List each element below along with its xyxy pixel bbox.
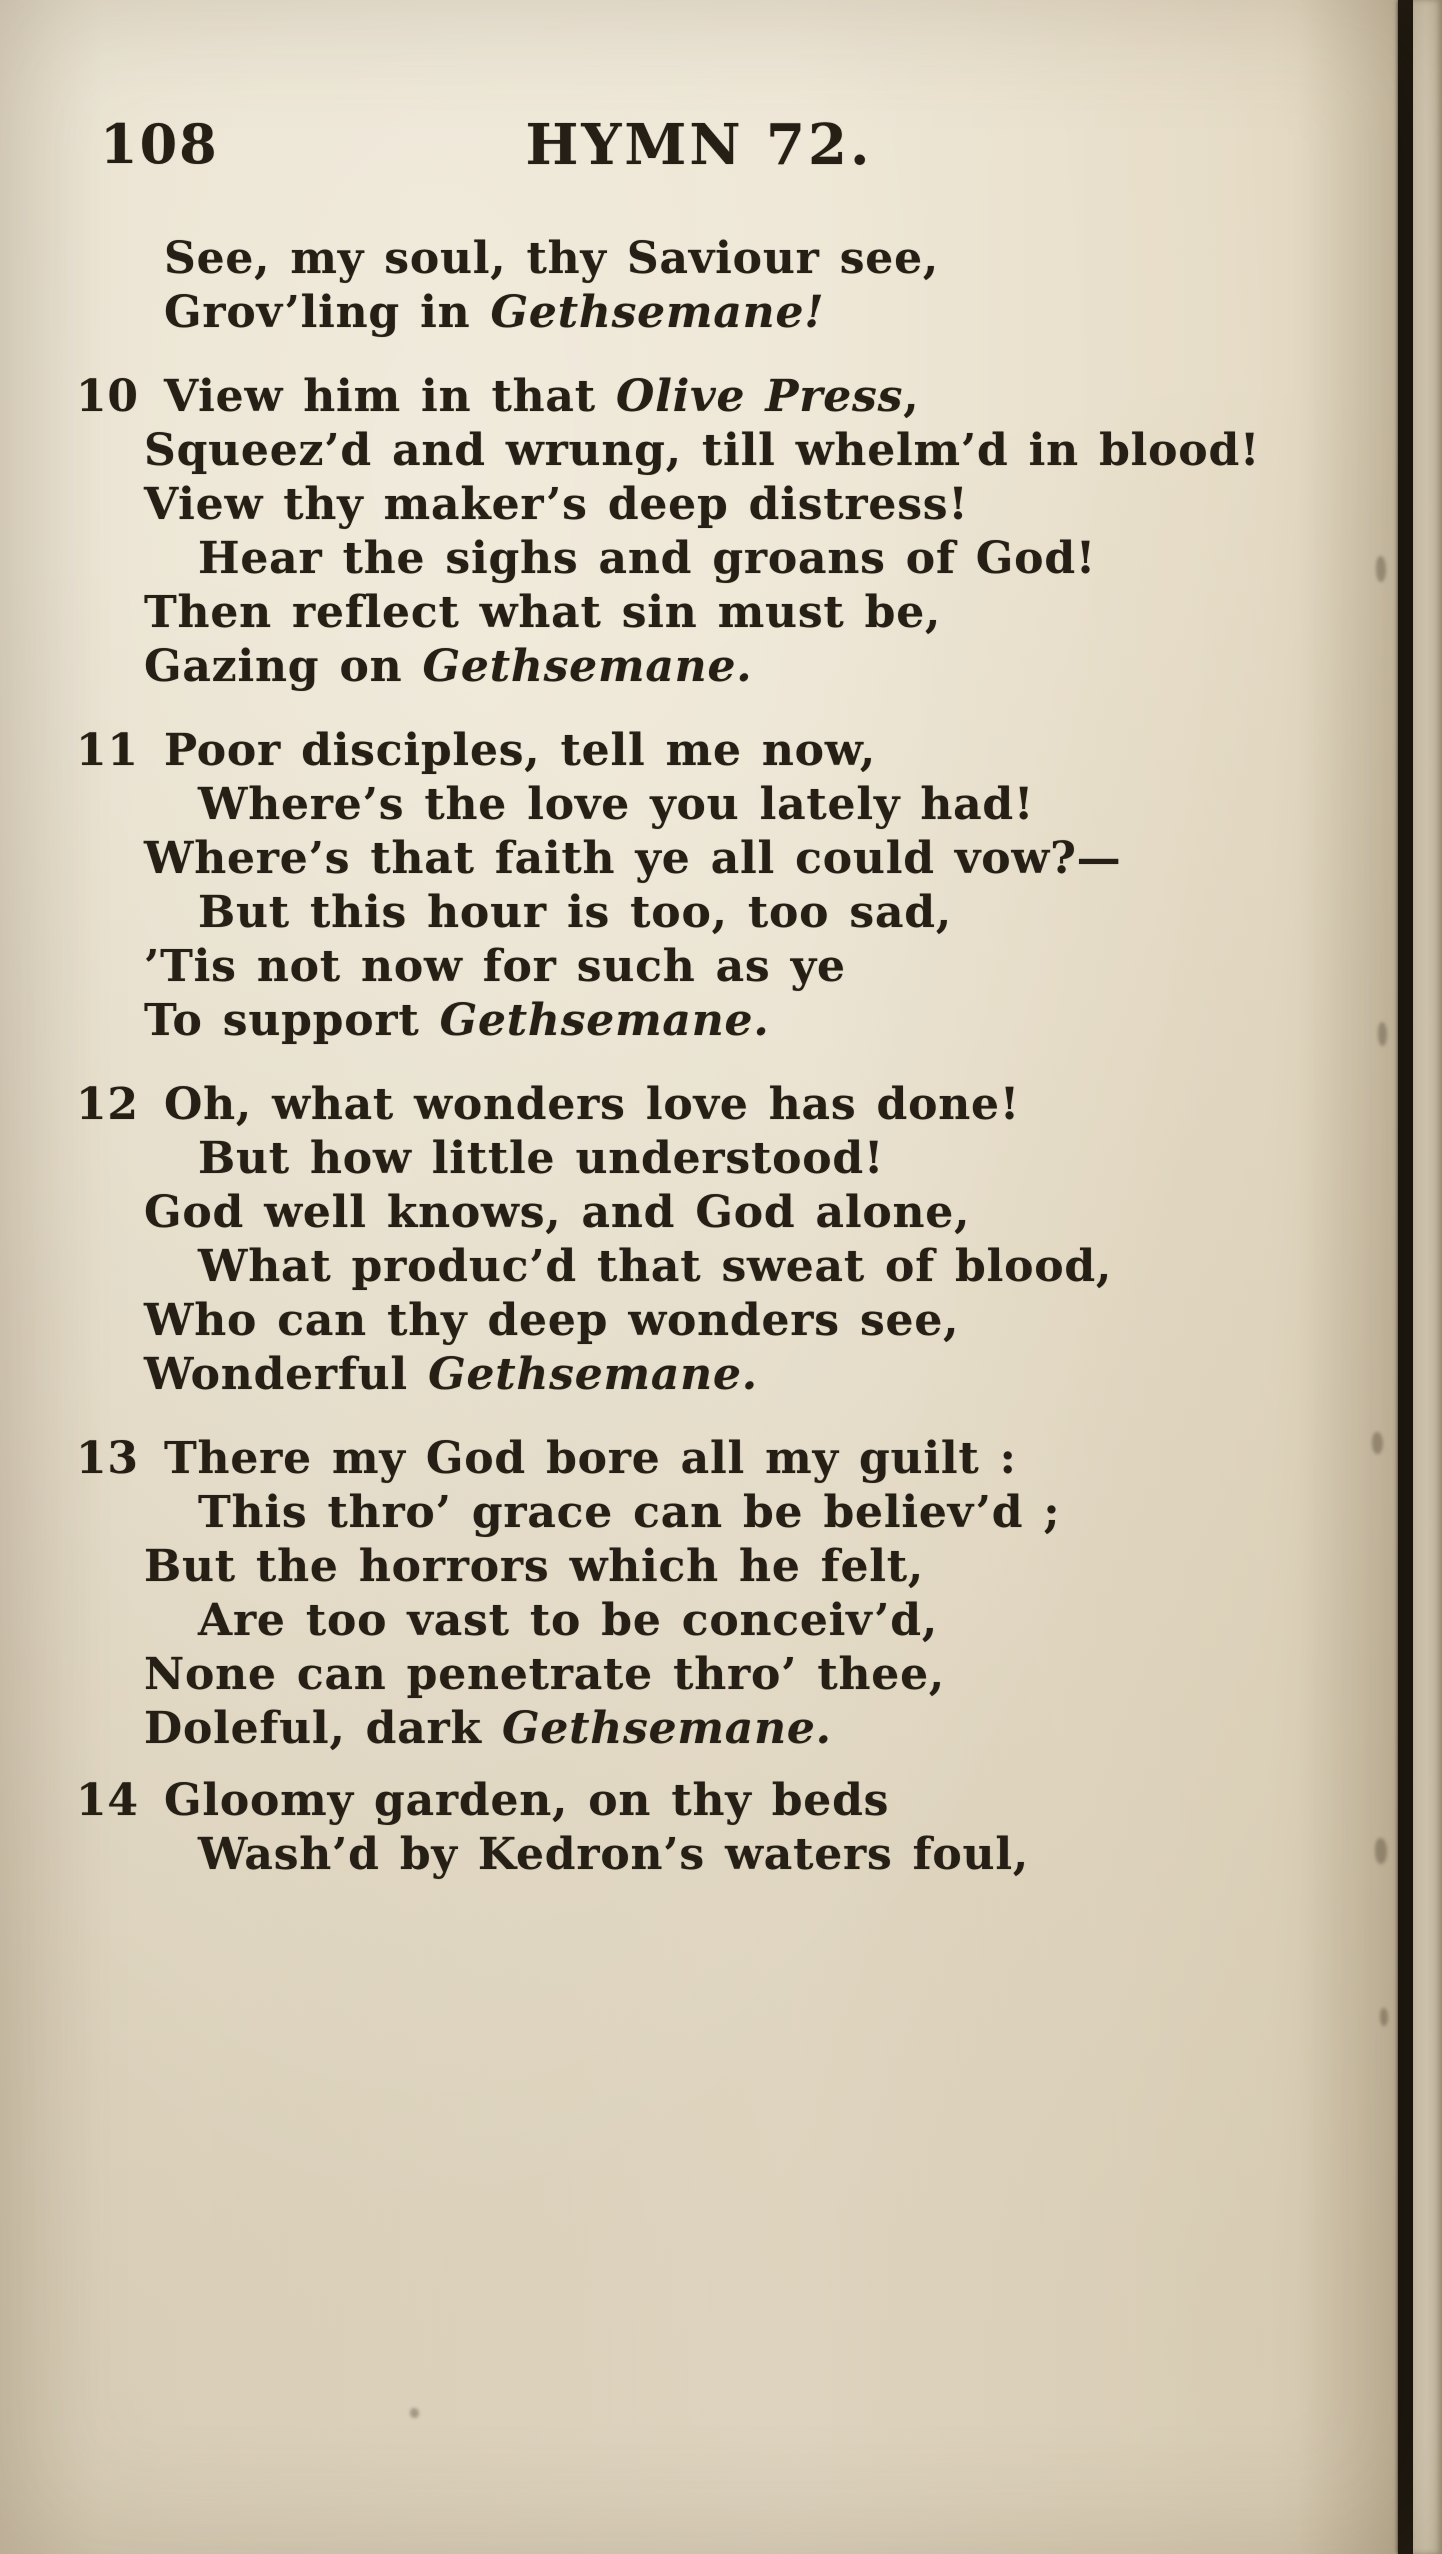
stanza-13 — [0, 1432, 1398, 1756]
text: Oh, what wonders love has done! — [164, 1079, 1020, 1130]
poem-line — [0, 586, 1398, 640]
poem-line — [0, 1540, 1398, 1594]
poem-line — [0, 232, 1398, 286]
poem-line — [0, 1774, 1398, 1828]
text: But the horrors which he felt, — [144, 1541, 925, 1592]
poem-line — [0, 778, 1398, 832]
text: See, my soul, thy Saviour see, — [164, 233, 939, 284]
text: View thy maker’s deep distress! — [144, 479, 969, 530]
text: Who can thy deep wonders see, — [144, 1295, 960, 1346]
text: Doleful, dark — [144, 1703, 502, 1754]
text: Then reflect what sin must be, — [144, 587, 942, 638]
text: , — [903, 371, 920, 422]
poem-line — [0, 1348, 1398, 1402]
text: To support — [144, 995, 440, 1046]
poem-line — [0, 1828, 1398, 1882]
poem-line — [0, 940, 1398, 994]
stanza-number: 11 — [76, 725, 139, 776]
stanza-10 — [0, 370, 1398, 694]
poem-line — [0, 832, 1398, 886]
stanza-14 — [0, 1774, 1398, 1882]
text: ’Tis not now for such as ye — [144, 941, 846, 992]
poem-line — [0, 1186, 1398, 1240]
poem-line — [0, 1432, 1398, 1486]
poem-line — [0, 286, 1398, 340]
text: None can penetrate thro’ thee, — [144, 1649, 945, 1700]
italic-text: Gethsemane. — [422, 641, 753, 692]
text: View him in that — [164, 371, 616, 422]
text: Where’s that faith ye all could vow?— — [144, 833, 1122, 884]
page-curl-shadow — [1298, 0, 1398, 2554]
text: Squeez’d and wrung, till whelm’d in blood! — [144, 425, 1261, 476]
stanza-number: 14 — [76, 1775, 139, 1826]
italic-text: Gethsemane. — [501, 1703, 832, 1754]
text: Poor disciples, tell me now, — [164, 725, 877, 776]
page-header — [0, 112, 1398, 192]
poem-line — [0, 532, 1398, 586]
italic-text: Olive Press — [615, 371, 904, 422]
text: What produc’d that sweat of blood, — [198, 1241, 1113, 1292]
text: Gazing on — [144, 641, 423, 692]
poem-line — [0, 1594, 1398, 1648]
poem-line — [0, 1240, 1398, 1294]
italic-text: Gethsemane. — [439, 995, 770, 1046]
text: Wash’d by Kedron’s waters foul, — [198, 1829, 1029, 1880]
stanza-opening — [0, 232, 1398, 340]
poem-line — [0, 640, 1398, 694]
text: This thro’ grace can be believ’d ; — [198, 1487, 1061, 1538]
text: Are too vast to be conceiv’d, — [198, 1595, 938, 1646]
text: God well knows, and God alone, — [144, 1187, 971, 1238]
poem-line — [0, 1294, 1398, 1348]
poem-line — [0, 478, 1398, 532]
poem-line — [0, 994, 1398, 1048]
text: But how little understood! — [198, 1133, 885, 1184]
poem-line — [0, 724, 1398, 778]
stanza-number: 12 — [76, 1079, 139, 1130]
poem-line — [0, 886, 1398, 940]
stanza-number: 10 — [76, 371, 139, 422]
italic-text: Gethsemane! — [490, 287, 825, 338]
poem-line — [0, 370, 1398, 424]
text: Grov’ling in — [164, 287, 491, 338]
text: Wonderful — [144, 1349, 429, 1400]
next-page-edge — [1413, 0, 1442, 2554]
text: Hear the sighs and groans of God! — [198, 533, 1097, 584]
poem-line — [0, 1486, 1398, 1540]
text: There my God bore all my guilt : — [164, 1433, 1017, 1484]
poem-line — [0, 1648, 1398, 1702]
stanza-11 — [0, 724, 1398, 1048]
text: But this hour is too, too sad, — [198, 887, 952, 938]
stanza-number: 13 — [76, 1433, 139, 1484]
text: Gloomy garden, on thy beds — [164, 1775, 890, 1826]
stanza-12 — [0, 1078, 1398, 1402]
poem — [0, 232, 1398, 1912]
hymn-title: HYMN 72. — [525, 112, 873, 178]
page-edge-bar — [1398, 0, 1413, 2554]
page-number: 108 — [100, 112, 219, 176]
poem-line — [0, 424, 1398, 478]
ink-smudge — [410, 2408, 419, 2418]
poem-line — [0, 1132, 1398, 1186]
italic-text: Gethsemane. — [428, 1349, 758, 1400]
poem-line — [0, 1078, 1398, 1132]
poem-line — [0, 1702, 1398, 1756]
text: Where’s the love you lately had! — [198, 779, 1035, 830]
